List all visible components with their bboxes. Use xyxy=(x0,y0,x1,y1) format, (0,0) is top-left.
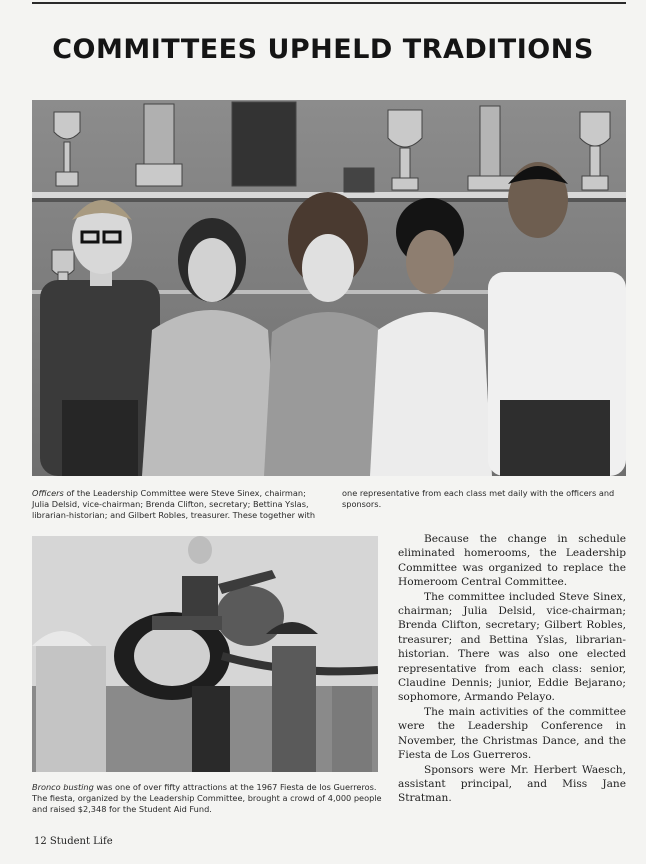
caption-lead: Bronco busting xyxy=(32,782,94,792)
bronco-busting-photo xyxy=(32,536,378,772)
caption-text: of the Leadership Committee were Steve Sinex, chairman; Julia Delsid, vice-chairman; Brenda Clifton, secretary; Bettina Yslas, librarian-historian; and Gilbert Robles, treasurer. These together with xyxy=(32,488,316,520)
caption-text: was one of over fifty attractions at the 1967 Fiesta de los Guerreros. The fiesta, organized by the Leadership Committee, brought a crowd of 4,000 people and raised $2,348 for the Student Aid Fund. xyxy=(32,782,382,814)
body-paragraph: The main activities of the committee were the Leadership Conference in November, the Christmas Dance, and the Fiesta de Los Guerreros. xyxy=(398,705,626,762)
bronco-caption xyxy=(32,782,382,815)
officers-caption-column-1 xyxy=(32,488,322,521)
page-footer: 12 Student Life xyxy=(34,836,113,847)
officers-caption-column-2: one representative from each class met daily with the officers and sponsors. xyxy=(342,488,615,509)
page-headline: COMMITTEES UPHELD TRADITIONS xyxy=(52,34,594,65)
caption-lead: Officers xyxy=(32,488,64,498)
body-paragraph: Sponsors were Mr. Herbert Waesch, assistant principal, and Miss Jane Stratman. xyxy=(398,763,626,805)
body-paragraph: Because the change in schedule eliminated homerooms, the Leadership Committee was organized to replace the Homeroom Central Committee. xyxy=(398,533,626,589)
article-body xyxy=(398,532,626,806)
top-rule xyxy=(32,2,626,4)
body-paragraph: The committee included Steve Sinex, chairman; Julia Delsid, vice-chairman; Brenda Clifton, secretary; Gilbert Robles, treasurer; and Bettina Yslas, librarian-historian. There was also one elected representative from each class: senior, Claudine Dennis; junior, Eddie Bejarano; sophomore, Armando Pelayo. xyxy=(398,590,626,704)
officers-photo xyxy=(32,100,626,476)
